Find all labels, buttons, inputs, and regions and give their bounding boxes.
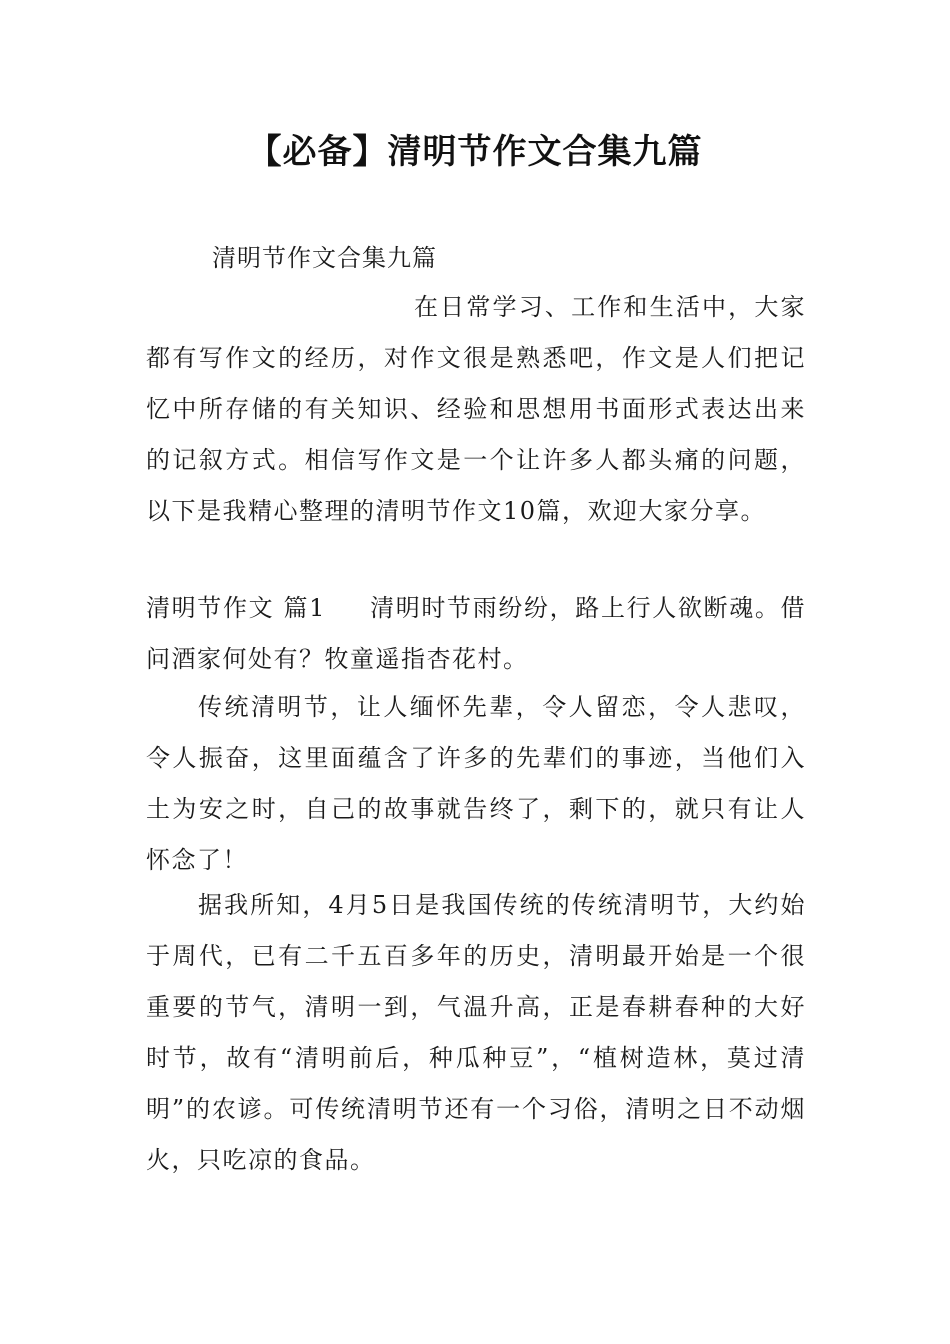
document-subtitle: 清明节作文合集九篇 [212, 244, 437, 272]
section-1-poem: 清明时节雨纷纷，路上行人欲断魂。借问酒家何处有？牧童遥指杏花村。 [146, 594, 806, 673]
section-1-heading: 清明节作文 篇1 [146, 594, 326, 622]
document-title: 【必备】清明节作文合集九篇 [247, 132, 703, 172]
paragraph-3: 据我所知，4月5日是我国传统的传统清明节，大约始于周代，已有二千五百多年的历史，清明最开始是一个很重要的节气，清明一到，气温升高，正是春耕春种的大好时节，故有“清明前后，种瓜种豆”，“植树造林，莫过清明”的农谚。可传统清明节还有一个习俗，清明之日不动烟火，只吃凉的食品。 [146, 891, 806, 1174]
intro-paragraph: 在日常学习、工作和生活中，大家都有写作文的经历，对作文很是熟悉吧，作文是人们把记忆中所存储的有关知识、经验和思想用书面形式表达出来的记叙方式。相信写作文是一个让许多人都头痛的问题，以下是我精心整理的清明节作文10篇，欢迎大家分享。 [146, 293, 806, 525]
paragraph-2: 传统清明节，让人缅怀先辈，令人留恋，令人悲叹，令人振奋，这里面蕴含了许多的先辈们的事迹，当他们入土为安之时，自己的故事就告终了，剩下的，就只有让人怀念了！ [146, 693, 806, 874]
section-1-paragraph [146, 583, 806, 685]
